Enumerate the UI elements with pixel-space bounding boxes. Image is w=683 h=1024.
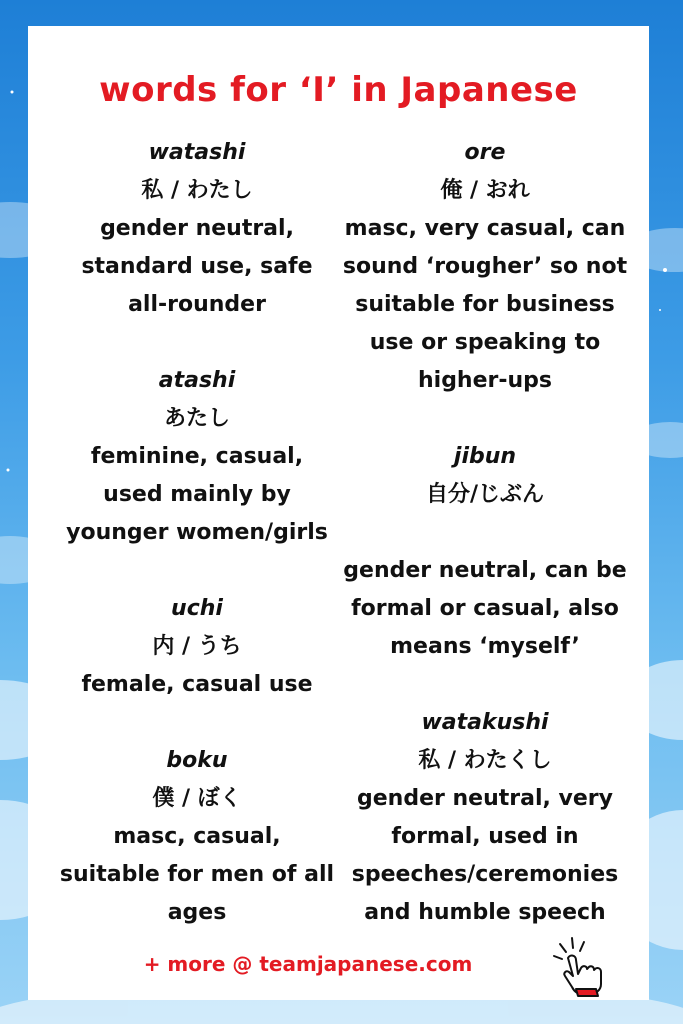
entry-romaji: boku	[166, 748, 228, 773]
entry-desc-line: means ‘myself’	[390, 634, 580, 659]
entry-desc-line: and humble speech	[364, 900, 606, 925]
entry-atashi	[56, 362, 338, 552]
footer-link[interactable]: + more @ teamjapanese.com	[143, 952, 473, 976]
entry-romaji: atashi	[158, 368, 236, 393]
entry-kana: 僕 / ぼく	[152, 786, 242, 811]
entry-boku	[56, 742, 338, 932]
entry-desc-line: all-rounder	[128, 292, 266, 317]
entry-desc-line: masc, very casual, can	[344, 216, 626, 241]
entry-desc-line: younger women/girls	[66, 520, 328, 545]
entry-kana: 私 / わたくし	[418, 748, 552, 773]
pointing-hand-click-icon	[546, 934, 612, 1000]
entry-desc-line: standard use, safe	[81, 254, 313, 279]
entry-desc-line: feminine, casual,	[90, 444, 304, 469]
entry-watakushi	[340, 704, 630, 932]
entry-desc-line: female, casual use	[81, 672, 313, 697]
entry-desc-line: suitable for business	[355, 292, 615, 317]
entry-desc-line: gender neutral, can be	[343, 558, 627, 583]
spacer	[340, 514, 630, 552]
entry-desc-line: gender neutral,	[100, 216, 294, 241]
entry-desc-line: higher-ups	[417, 368, 553, 393]
content-card	[28, 26, 649, 1000]
entry-kana: 俺 / おれ	[440, 178, 530, 203]
entry-kana: 私 / わたし	[141, 178, 253, 203]
entry-jibun	[340, 438, 630, 666]
left-column	[56, 134, 338, 970]
entry-ore	[340, 134, 630, 400]
entry-uchi	[56, 590, 338, 704]
entry-desc-line: formal, used in	[391, 824, 579, 849]
entry-kana: 内 / うち	[152, 634, 242, 659]
entry-desc-line: sound ‘rougher’ so not	[342, 254, 628, 279]
entry-kana: あたし	[163, 406, 230, 431]
entry-desc-line: suitable for men of all	[59, 862, 335, 887]
entry-desc-line: used mainly by	[103, 482, 291, 507]
entry-desc-line: formal or casual, also	[351, 596, 619, 621]
entry-romaji: watakushi	[421, 710, 549, 735]
entry-desc-line: ages	[167, 900, 227, 925]
entry-romaji: watashi	[148, 140, 246, 165]
entry-romaji: ore	[464, 140, 506, 165]
entry-romaji: jibun	[453, 444, 517, 469]
page-title: words for ‘I’ in Japanese	[99, 70, 578, 110]
entry-kana: 自分/じぶん	[425, 482, 545, 507]
entry-desc-line: gender neutral, very	[357, 786, 613, 811]
entry-romaji: uchi	[171, 596, 223, 621]
right-column	[340, 134, 630, 970]
entry-desc-line: masc, casual,	[113, 824, 281, 849]
entry-desc-line: use or speaking to	[369, 330, 601, 355]
entry-watashi	[56, 134, 338, 324]
entry-desc-line: speeches/ceremonies	[351, 862, 619, 887]
